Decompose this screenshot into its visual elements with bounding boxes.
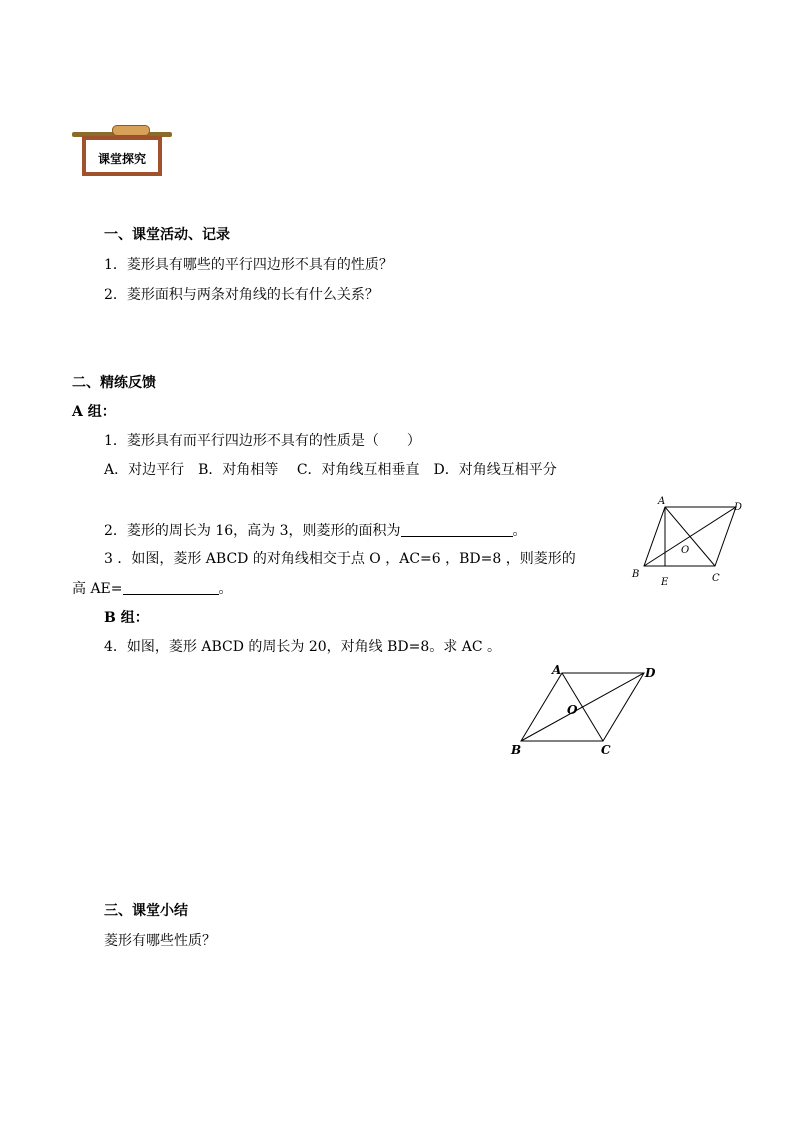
rhombus-figure-2 [505,658,665,763]
exercise-3-answer-blank[interactable] [123,580,219,595]
exercise-4: 4．如图，菱形 ABCD 的周长为 20，对角线 BD=8。求 AC 。 [104,639,501,655]
section2-title: 二、精练反馈 [72,375,156,391]
section1-question-1: 1．菱形具有哪些的平行四边形不具有的性质？ [104,257,393,273]
figure2-label-o: O [567,703,578,717]
figure1-label-c: C [712,573,720,584]
exercise-2-end: 。 [512,523,527,539]
figure1-label-d: D [734,502,743,513]
group-b-label: B 组： [104,610,149,626]
exercise-3-text: 高 AE= [72,581,123,597]
figure2-label-d: D [645,666,656,680]
figure1-label-e: E [661,577,669,588]
figure1-label-o: O [681,545,690,556]
group-a-label: A 组： [72,404,116,420]
tag-label: 课堂探究 [97,152,146,166]
exercise-1-options: A．对边平行 B．对角相等 C．对角线互相垂直 D．对角线互相平分 [104,462,557,478]
exercise-2-text: 2．菱形的周长为 16，高为 3，则菱形的面积为 [104,523,401,539]
section1-question-2: 2．菱形面积与两条对角线的长有什么关系？ [104,287,379,303]
figure2-label-c: C [601,743,611,757]
tag-board [82,136,162,176]
section-tag [72,122,172,184]
exercise-2-answer-blank[interactable] [401,522,513,537]
exercise-3-end: 。 [218,581,233,597]
figure1-diagonal-bd [644,507,736,566]
exercise-3-line-1: 3 ．如图，菱形 ABCD 的对角线相交于点 O ，AC=6 ，BD=8 ，则菱形的 [104,551,576,567]
tag-hanger-knot [112,125,150,136]
figure1-label-b: B [632,569,640,580]
figure2-diagonal-bd [521,673,644,741]
exercise-2 [104,520,527,540]
figure1-label-a: A [658,496,666,507]
rhombus-figure-1 [620,490,760,590]
section3-title: 三、课堂小结 [104,903,188,919]
exercise-3-line-2 [72,578,233,598]
figure2-label-a: A [552,663,562,677]
figure2-label-b: B [511,743,522,757]
section3-question: 菱形有哪些性质？ [104,933,216,949]
exercise-1: 1．菱形具有而平行四边形不具有的性质是（ ） [104,433,421,449]
section1-title: 一、课堂活动、记录 [104,227,230,243]
